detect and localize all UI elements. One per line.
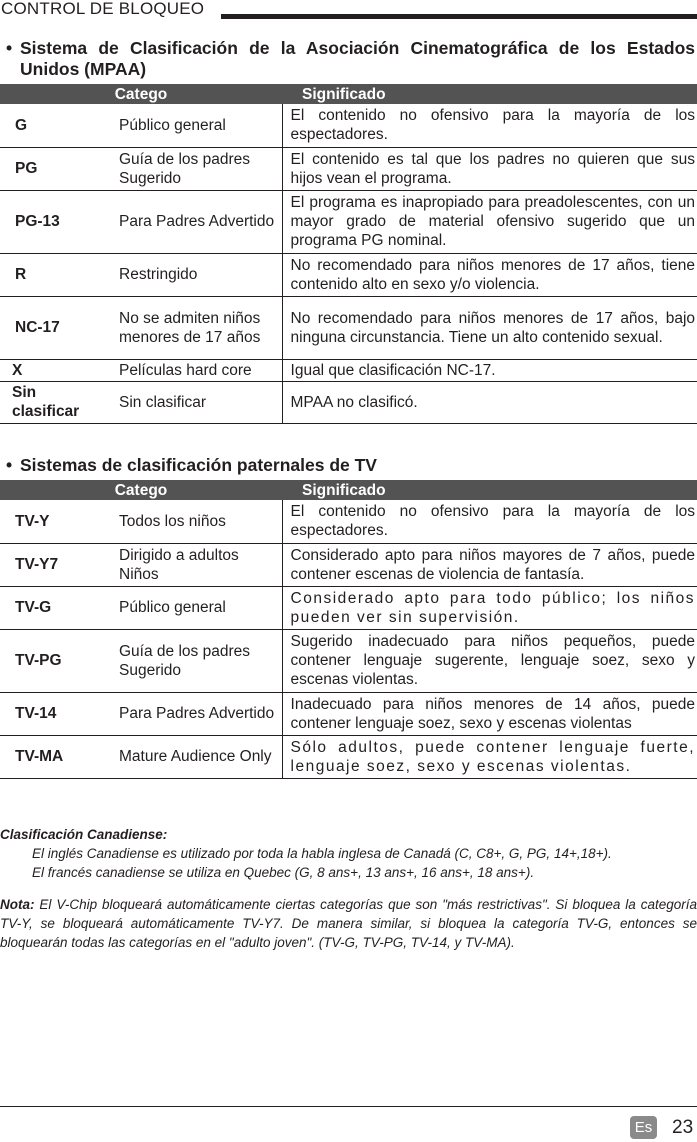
rating-code: PG (0, 147, 107, 190)
bullet: • (6, 38, 13, 58)
rating-name: Todos los niños (107, 500, 282, 543)
page-header (0, 0, 697, 20)
table-row (0, 104, 697, 147)
rating-code: TV-Y7 (0, 543, 107, 586)
rating-name: Restringido (107, 253, 282, 296)
rating-meaning: El contenido no ofensivo para la mayoría de los espectadores. (282, 500, 697, 543)
rating-name: Sin clasificar (107, 381, 282, 423)
tv-heading (0, 455, 697, 477)
column-header-meaning: Significado (282, 84, 697, 104)
rating-meaning: Sólo adultos, puede contener lenguaje fuerte, lenguaje soez, sexo y escenas violentas. (282, 735, 697, 778)
rating-meaning: MPAA no clasificó. (282, 381, 697, 423)
notes-section (0, 825, 697, 952)
canadian-english-note: El inglés Canadiense es utilizado por toda la habla inglesa de Canadá (C, C8+, G, PG, 14+,18+). (32, 846, 612, 861)
mpaa-heading (0, 38, 697, 82)
page-title: CONTROL DE BLOQUEO (1, 0, 205, 18)
rating-name: Público general (107, 586, 282, 629)
rating-name: Guía de los padres Sugerido (107, 629, 282, 692)
language-badge: Es (630, 1116, 657, 1139)
table-row (0, 735, 697, 778)
mpaa-rating-table (0, 84, 697, 424)
table-row (0, 500, 697, 543)
tv-heading-text: Sistemas de clasificación paternales de TV (20, 455, 377, 475)
column-header-category: Catego (0, 84, 282, 104)
page-number: 23 (672, 1117, 694, 1138)
rating-name: Dirigido a adultos Niños (107, 543, 282, 586)
rating-name: Mature Audience Only (107, 735, 282, 778)
rating-name: No se admiten niños menores de 17 años (107, 296, 282, 359)
vchip-note (0, 895, 697, 952)
note-label: Nota: (0, 897, 35, 912)
table-row (0, 381, 697, 423)
rating-meaning: No recomendado para niños menores de 17 años, bajo ninguna circunstancia. Tiene un alto contenido sexual. (282, 296, 697, 359)
rating-name: Público general (107, 104, 282, 147)
rating-meaning: El contenido no ofensivo para la mayoría de los espectadores. (282, 104, 697, 147)
table-row (0, 190, 697, 253)
rating-code: TV-14 (0, 692, 107, 735)
header-rule (221, 14, 697, 19)
canadian-french-note: El francés canadiense se utiliza en Quebec (G, 8 ans+, 13 ans+, 16 ans+, 18 ans+). (32, 865, 535, 880)
rating-code: G (0, 104, 107, 147)
rating-code: TV-Y (0, 500, 107, 543)
table-row (0, 543, 697, 586)
table-header-row (0, 480, 697, 500)
rating-meaning: Considerado apto para niños mayores de 7 años, puede contener escenas de violencia de fantasía. (282, 543, 697, 586)
note-text: El V-Chip bloqueará automáticamente ciertas categorías que son "más restrictivas". Si bloquea la categoría TV-Y, se bloqueará automáticamente TV-Y7. De manera similar, si bloquea la categoría TV-G, entonces se bloquearán todas las categorías en el "adulto joven". (TV-G, TV-PG, TV-14, y TV-MA). (0, 897, 697, 950)
rating-code: TV-PG (0, 629, 107, 692)
rating-code: PG-13 (0, 190, 107, 253)
rating-name: Para Padres Advertido (107, 692, 282, 735)
mpaa-heading-text: Sistema de Clasificación de la Asociación Cinematográfica de los Estados Unidos (MPAA) (20, 38, 695, 79)
rating-code: NC-17 (0, 296, 107, 359)
rating-meaning: Considerado apto para todo público; los niños pueden ver sin supervisión. (282, 586, 697, 629)
table-row (0, 692, 697, 735)
rating-meaning: Inadecuado para niños menores de 14 años, puede contener lenguaje soez, sexo y escenas violentas (282, 692, 697, 735)
canadian-rating-title: Clasificación Canadiense: (0, 827, 168, 842)
table-header-row (0, 84, 697, 104)
rating-code: TV-G (0, 586, 107, 629)
rating-name: Guía de los padres Sugerido (107, 147, 282, 190)
rating-meaning: El programa es inapropiado para preadolescentes, con un mayor grado de material ofensivo sugerido que un programa PG nominal. (282, 190, 697, 253)
rating-meaning: Igual que clasificación NC-17. (282, 359, 697, 381)
table-row (0, 147, 697, 190)
table-row (0, 629, 697, 692)
table-row (0, 296, 697, 359)
rating-name: Películas hard core (107, 359, 282, 381)
rating-meaning: No recomendado para niños menores de 17 años, tiene contenido alto en sexo y/o violencia. (282, 253, 697, 296)
footer-rule (0, 1106, 697, 1107)
rating-code: Sin clasificar (0, 381, 107, 423)
rating-code: R (0, 253, 107, 296)
rating-name: Para Padres Advertido (107, 190, 282, 253)
bullet: • (6, 455, 13, 475)
table-row (0, 586, 697, 629)
table-row (0, 253, 697, 296)
tv-rating-table (0, 480, 697, 779)
rating-meaning: El contenido es tal que los padres no quieren que sus hijos vean el programa. (282, 147, 697, 190)
column-header-meaning: Significado (282, 480, 697, 500)
column-header-category: Catego (0, 480, 282, 500)
rating-meaning: Sugerido inadecuado para niños pequeños, puede contener lenguaje sugerente, lenguaje soez, sexo y escenas violentas. (282, 629, 697, 692)
table-row (0, 359, 697, 381)
rating-code: X (0, 359, 107, 381)
rating-code: TV-MA (0, 735, 107, 778)
